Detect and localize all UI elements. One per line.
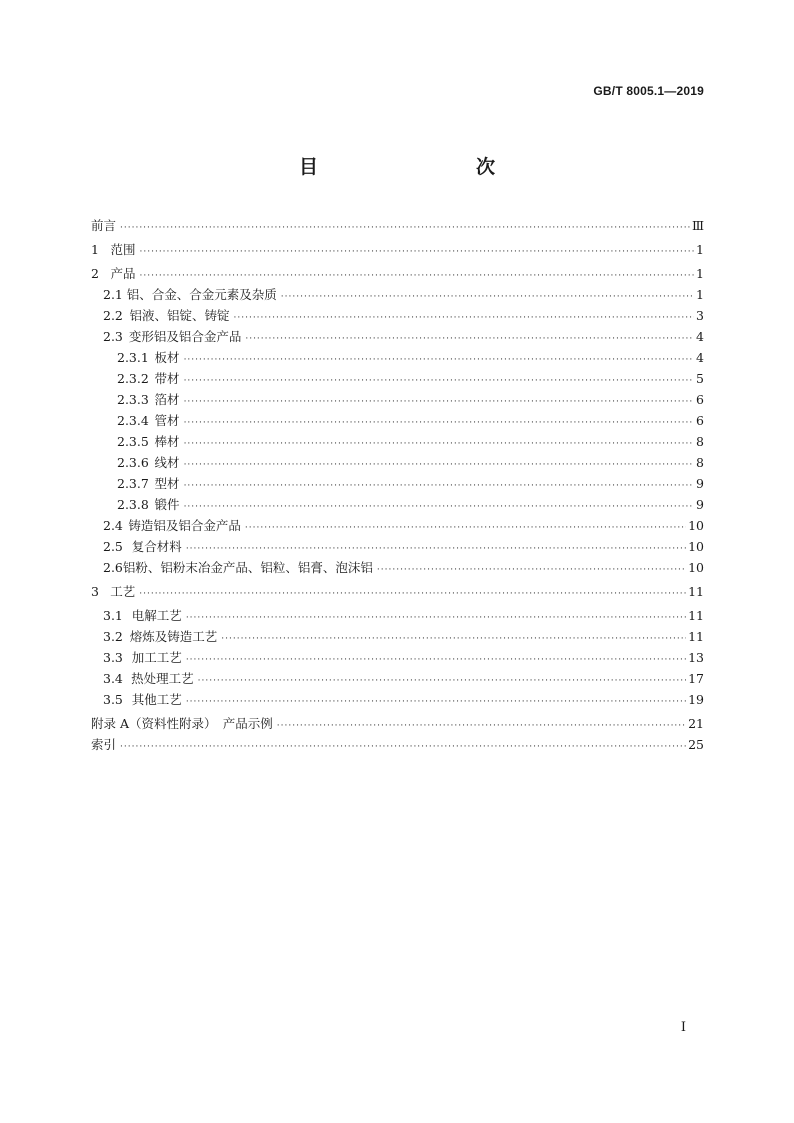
toc-entry[interactable] xyxy=(91,411,704,432)
toc-entry-title: 铝粉、铝粉末冶金产品、铝粒、铝膏、泡沫铝 xyxy=(122,560,373,575)
toc-entry[interactable] xyxy=(91,216,704,240)
toc-entry-title: 电解工艺 xyxy=(131,608,182,623)
toc-entry[interactable] xyxy=(91,240,704,264)
dot-leader xyxy=(184,376,694,386)
toc-entry-title: 线材 xyxy=(154,455,180,470)
toc-entry[interactable] xyxy=(91,582,704,606)
dot-leader xyxy=(186,613,686,623)
toc-entry-number: 3.5 xyxy=(103,692,123,707)
toc-entry[interactable] xyxy=(91,285,704,306)
dot-leader xyxy=(221,634,686,644)
toc-entry-title: 管材 xyxy=(154,413,180,428)
toc-entry[interactable] xyxy=(91,495,704,516)
toc-entry-title: 变形铝及铝合金产品 xyxy=(128,329,242,344)
toc-entry-number: 2.2 xyxy=(103,308,123,323)
toc-entry[interactable] xyxy=(91,648,704,669)
page-title: 目 次 xyxy=(298,156,535,178)
toc-entry[interactable] xyxy=(91,690,704,714)
toc-entry-number: 2.1 xyxy=(103,287,123,302)
toc-entry-number: 2.4 xyxy=(103,518,123,533)
dot-leader xyxy=(186,544,686,554)
toc-entry-number: 2.3.1 xyxy=(117,350,149,365)
toc-entry-number: 2.6 xyxy=(103,560,123,575)
toc-entry-page: 6 xyxy=(696,392,704,407)
toc-entry-title: 其他工艺 xyxy=(131,692,182,707)
toc-entry-number: 2.3.5 xyxy=(117,434,149,449)
toc-entry-page: 10 xyxy=(688,560,704,575)
dot-leader xyxy=(140,247,695,257)
toc-entry[interactable] xyxy=(91,348,704,369)
toc-entry-title: 加工工艺 xyxy=(131,650,182,665)
toc-entry-title: 铝液、铝锭、铸锭 xyxy=(129,308,230,323)
dot-leader xyxy=(277,721,686,731)
standard-code: GB/T 8005.1—2019 xyxy=(593,84,704,98)
toc-entry-page: 8 xyxy=(696,455,704,470)
toc-entry-title: 前言 xyxy=(91,218,117,233)
toc-entry-page: 1 xyxy=(696,242,704,257)
dot-leader xyxy=(186,697,686,707)
dot-leader xyxy=(184,439,694,449)
toc-entry[interactable] xyxy=(91,537,704,558)
dot-leader xyxy=(184,502,694,512)
toc-entry[interactable] xyxy=(91,390,704,411)
toc-entry-number: 1 xyxy=(91,242,99,257)
toc-entry-page: 21 xyxy=(688,716,704,731)
toc-entry[interactable] xyxy=(91,669,704,690)
toc-entry-title: 箔材 xyxy=(154,392,180,407)
toc-entry-title: 板材 xyxy=(154,350,180,365)
toc-entry-page: Ⅲ xyxy=(691,218,704,233)
toc-entry-title: 索引 xyxy=(91,737,117,752)
toc-entry[interactable] xyxy=(91,516,704,537)
toc-entry-page: 10 xyxy=(688,518,704,533)
toc-entry-title: 型材 xyxy=(154,476,180,491)
toc-entry[interactable] xyxy=(91,453,704,474)
toc-entry-page: 10 xyxy=(688,539,704,554)
toc-entry-number: 2.5 xyxy=(103,539,123,554)
toc-entry-title: 复合材料 xyxy=(131,539,182,554)
toc-entry-number: 2.3 xyxy=(103,329,123,344)
dot-leader xyxy=(186,655,686,665)
toc-entry-page: 11 xyxy=(688,584,704,599)
toc-entry-number: 2.3.8 xyxy=(117,497,149,512)
toc-entry-title: 铝、合金、合金元素及杂质 xyxy=(126,287,277,302)
page-number: I xyxy=(680,1020,686,1035)
toc-entry-title: 附录 A（资料性附录） 产品示例 xyxy=(91,716,273,731)
toc-entry-page: 5 xyxy=(696,371,704,386)
dot-leader xyxy=(281,292,694,302)
table-of-contents xyxy=(91,216,704,756)
toc-entry-page: 4 xyxy=(696,329,704,344)
dot-leader xyxy=(120,742,686,752)
dot-leader xyxy=(184,481,694,491)
toc-entry-title: 棒材 xyxy=(154,434,180,449)
toc-entry-page: 19 xyxy=(688,692,704,707)
toc-entry[interactable] xyxy=(91,627,704,648)
toc-entry[interactable] xyxy=(91,432,704,453)
toc-entry-title: 铸造铝及铝合金产品 xyxy=(128,518,241,533)
dot-leader xyxy=(184,397,694,407)
toc-entry-number: 3.4 xyxy=(103,671,123,686)
toc-entry-number: 2 xyxy=(91,266,99,281)
toc-entry-page: 11 xyxy=(688,629,704,644)
dot-leader xyxy=(184,460,694,470)
toc-entry[interactable] xyxy=(91,714,704,735)
toc-entry-number: 2.3.3 xyxy=(117,392,149,407)
toc-entry-title: 锻件 xyxy=(154,497,180,512)
toc-entry[interactable] xyxy=(91,264,704,285)
toc-entry[interactable] xyxy=(91,474,704,495)
toc-entry-page: 3 xyxy=(696,308,704,323)
toc-entry-page: 8 xyxy=(696,434,704,449)
toc-entry-number: 3.3 xyxy=(103,650,123,665)
toc-entry[interactable] xyxy=(91,558,704,582)
dot-leader xyxy=(139,589,686,599)
toc-entry-number: 2.3.2 xyxy=(117,371,149,386)
toc-entry-page: 17 xyxy=(688,671,704,686)
toc-entry-page: 1 xyxy=(696,287,704,302)
toc-entry[interactable] xyxy=(91,606,704,627)
toc-entry-number: 3.1 xyxy=(103,608,123,623)
toc-entry-title: 范围 xyxy=(110,242,136,257)
dot-leader xyxy=(140,271,695,281)
dot-leader xyxy=(245,523,686,533)
toc-entry-page: 13 xyxy=(688,650,704,665)
dot-leader xyxy=(245,334,694,344)
toc-entry[interactable] xyxy=(91,369,704,390)
toc-entry-title: 带材 xyxy=(154,371,180,386)
toc-entry-number: 3 xyxy=(91,584,99,599)
toc-entry-title: 工艺 xyxy=(110,584,136,599)
toc-entry-title: 熔炼及铸造工艺 xyxy=(129,629,218,644)
toc-entry-number: 2.3.4 xyxy=(117,413,149,428)
toc-entry-number: 3.2 xyxy=(103,629,123,644)
dot-leader xyxy=(377,565,686,575)
toc-entry[interactable] xyxy=(91,735,704,756)
toc-entry-page: 25 xyxy=(688,737,704,752)
toc-entry-title: 热处理工艺 xyxy=(131,671,194,686)
toc-entry-page: 4 xyxy=(696,350,704,365)
toc-entry-page: 9 xyxy=(696,476,704,491)
toc-entry-title: 产品 xyxy=(110,266,136,281)
toc-entry-page: 6 xyxy=(696,413,704,428)
dot-leader xyxy=(120,223,690,233)
toc-entry-page: 1 xyxy=(696,266,704,281)
toc-entry-page: 11 xyxy=(688,608,704,623)
dot-leader xyxy=(184,418,694,428)
toc-entry-page: 9 xyxy=(696,497,704,512)
toc-entry-number: 2.3.6 xyxy=(117,455,149,470)
dot-leader xyxy=(184,355,694,365)
dot-leader xyxy=(234,313,695,323)
dot-leader xyxy=(198,676,686,686)
toc-entry-number: 2.3.7 xyxy=(117,476,149,491)
toc-entry[interactable] xyxy=(91,327,704,348)
toc-entry[interactable] xyxy=(91,306,704,327)
